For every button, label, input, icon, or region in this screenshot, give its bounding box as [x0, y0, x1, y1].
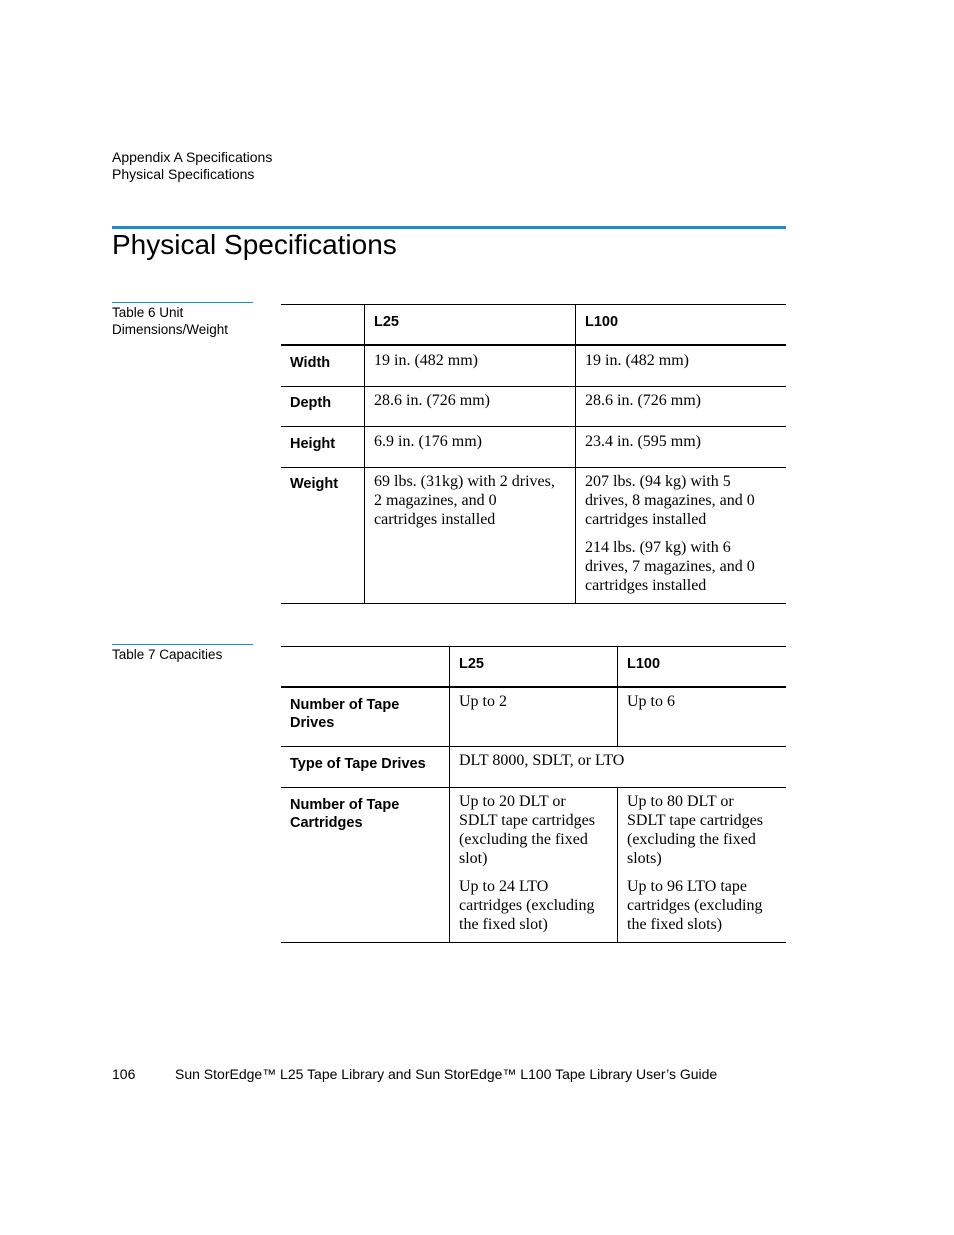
page-number: 106	[112, 1066, 136, 1082]
table7-header-l25: L25	[459, 656, 484, 672]
label-line: Cartridges	[290, 815, 363, 831]
table6-row-label: Weight	[290, 476, 339, 492]
cell-line: cartridges (excluding	[459, 897, 595, 914]
table6-bottom-rule	[281, 603, 786, 604]
table7-cell	[627, 792, 763, 934]
cell-line: Up to 20 DLT or	[459, 793, 566, 810]
cell-line: SDLT tape cartridges	[459, 812, 595, 829]
table6-caption	[112, 304, 262, 338]
running-head-chapter: Appendix A Specifications	[112, 149, 273, 165]
table6-caption-rule	[112, 302, 253, 303]
cell-line: cartridges (excluding	[627, 897, 763, 914]
table6-row-rule	[281, 467, 786, 468]
cell-line: (excluding the fixed	[627, 831, 756, 848]
table6-cell: 19 in. (482 mm)	[585, 352, 689, 369]
table7-col-divider	[449, 646, 450, 943]
cell-line: SDLT tape cartridges	[627, 812, 763, 829]
table6-cell: 6.9 in. (176 mm)	[374, 433, 482, 450]
table7-top-rule	[281, 646, 786, 647]
table7-caption-rule	[112, 644, 253, 645]
table6-caption-line1: Table 6 Unit	[112, 305, 184, 320]
cell-line: Up to 80 DLT or	[627, 793, 734, 810]
table7-caption: Table 7 Capacities	[112, 647, 223, 662]
cell-line: cartridges installed	[585, 577, 707, 594]
table7-header-rule	[281, 686, 786, 688]
label-line: Drives	[290, 715, 335, 731]
table7-cell	[459, 792, 595, 934]
table6-cell: 19 in. (482 mm)	[374, 352, 478, 369]
table6-cell: 28.6 in. (726 mm)	[585, 392, 701, 409]
cell-line: 69 lbs. (31kg) with 2 drives,	[374, 473, 555, 490]
table6-col-divider	[575, 304, 576, 604]
table6-col-divider	[364, 304, 365, 604]
table7-cell: Up to 6	[627, 693, 675, 710]
cell-line: (excluding the fixed	[459, 831, 588, 848]
table6-header-rule	[281, 344, 786, 346]
cell-line: drives, 7 magazines, and 0	[585, 558, 755, 575]
cell-line: cartridges installed	[374, 511, 496, 528]
table6-row-rule	[281, 386, 786, 387]
cell-line: slot)	[459, 850, 488, 867]
cell-line: Up to 96 LTO tape	[627, 878, 747, 895]
cell-line: Up to 24 LTO	[459, 878, 549, 895]
table7-col-divider	[617, 787, 618, 943]
table6-row-label: Height	[290, 436, 336, 452]
table7-row-rule	[281, 746, 786, 747]
running-head-section: Physical Specifications	[112, 166, 255, 182]
cell-line: 207 lbs. (94 kg) with 5	[585, 473, 731, 490]
table6-cell: 23.4 in. (595 mm)	[585, 433, 701, 450]
cell-line: the fixed slots)	[627, 916, 723, 933]
table6-header-l25: L25	[374, 314, 399, 330]
table7-row-rule	[281, 787, 786, 788]
table6-top-rule	[281, 304, 786, 305]
page-title: Physical Specifications	[112, 229, 397, 260]
cell-line: the fixed slot)	[459, 916, 548, 933]
cell-line: 2 magazines, and 0	[374, 492, 497, 509]
table6-caption-line2: Dimensions/Weight	[112, 322, 229, 337]
table7-header-l100: L100	[627, 656, 661, 672]
cell-line: drives, 8 magazines, and 0	[585, 492, 755, 509]
table7-row-label	[290, 796, 399, 832]
table6-row-rule	[281, 426, 786, 427]
table7-cell-spanning: DLT 8000, SDLT, or LTO	[459, 752, 625, 769]
table7-cell: Up to 2	[459, 693, 507, 710]
table7-col-divider	[617, 646, 618, 747]
running-head	[112, 149, 272, 183]
table6-header-l100: L100	[585, 314, 619, 330]
table6-cell	[374, 472, 555, 529]
cell-line: slots)	[627, 850, 662, 867]
table7-bottom-rule	[281, 942, 786, 943]
footer-book-title: Sun StorEdge™ L25 Tape Library and Sun StorEdge™ L100 Tape Library User’s Guide	[175, 1066, 718, 1082]
table6-cell: 28.6 in. (726 mm)	[374, 392, 490, 409]
table6-row-label: Depth	[290, 395, 332, 411]
table7-row-label	[290, 696, 399, 732]
table6-cell	[585, 472, 755, 595]
label-line: Number of Tape	[290, 797, 400, 813]
table6-row-label: Width	[290, 355, 331, 371]
label-line: Number of Tape	[290, 697, 400, 713]
cell-line: cartridges installed	[585, 511, 707, 528]
table7-row-label: Type of Tape Drives	[290, 756, 426, 772]
cell-line: 214 lbs. (97 kg) with 6	[585, 539, 731, 556]
